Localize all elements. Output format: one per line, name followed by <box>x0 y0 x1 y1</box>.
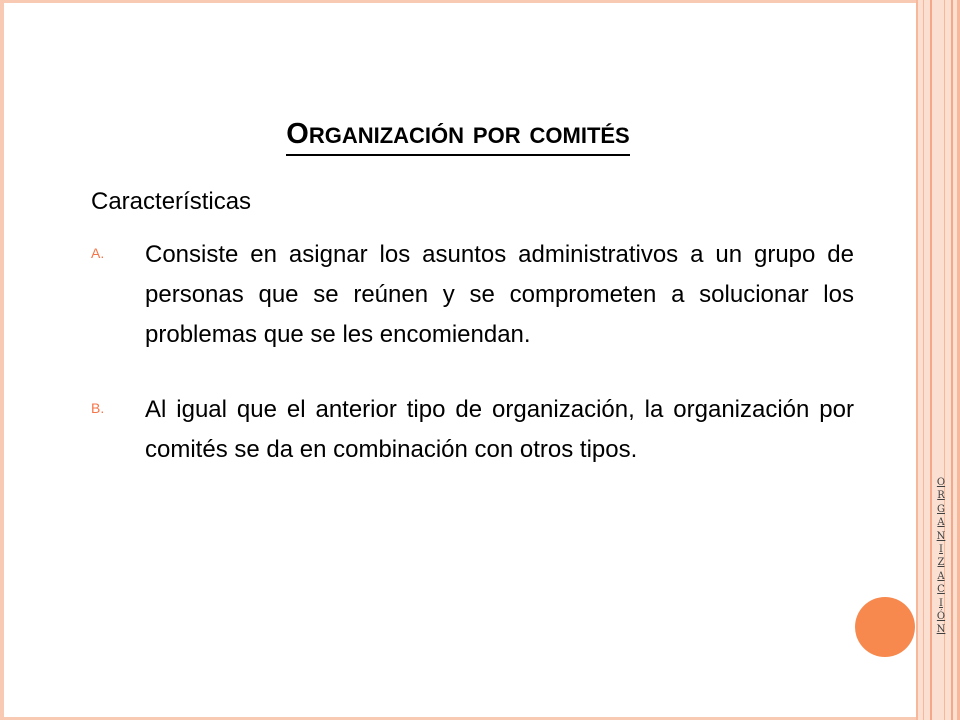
side-letter: G <box>937 503 945 515</box>
panel-stripe <box>951 0 953 720</box>
list-item-marker: A. <box>91 245 105 261</box>
side-letter: A <box>937 570 945 582</box>
side-letter: A <box>937 517 945 529</box>
side-letter: I <box>939 544 943 556</box>
list-item-text: Al igual que el anterior tipo de organización, la organización por comités se da en combinación con otros tipos. <box>145 396 854 463</box>
decorative-orange-circle <box>855 597 915 657</box>
side-letter: C <box>937 584 945 596</box>
side-letter: R <box>937 490 945 502</box>
side-letter: Ó <box>936 611 946 623</box>
list-item-marker: B. <box>91 400 105 416</box>
top-border <box>0 0 916 3</box>
left-border <box>0 0 4 720</box>
side-letter: I <box>939 597 943 609</box>
panel-stripe <box>930 0 932 720</box>
slide-title-text: ORGANIZACIÓN POR COMITÉS <box>286 114 629 156</box>
side-letter: N <box>936 624 946 636</box>
panel-stripe <box>923 0 924 720</box>
side-letter: N <box>936 530 946 542</box>
list-item-text: Consiste en asignar los asuntos administrativos a un grupo de personas que se reúnen y se comprometen a solucionar los problemas que se les encomiendan. <box>145 241 854 348</box>
list-item <box>91 390 854 470</box>
slide-subtitle: Características <box>91 188 252 215</box>
list-item <box>91 235 854 355</box>
panel-stripe <box>916 0 918 720</box>
side-letter: Z <box>937 557 945 569</box>
side-vertical-label <box>934 476 948 637</box>
side-letter: O <box>936 477 946 488</box>
slide-title <box>0 110 916 156</box>
